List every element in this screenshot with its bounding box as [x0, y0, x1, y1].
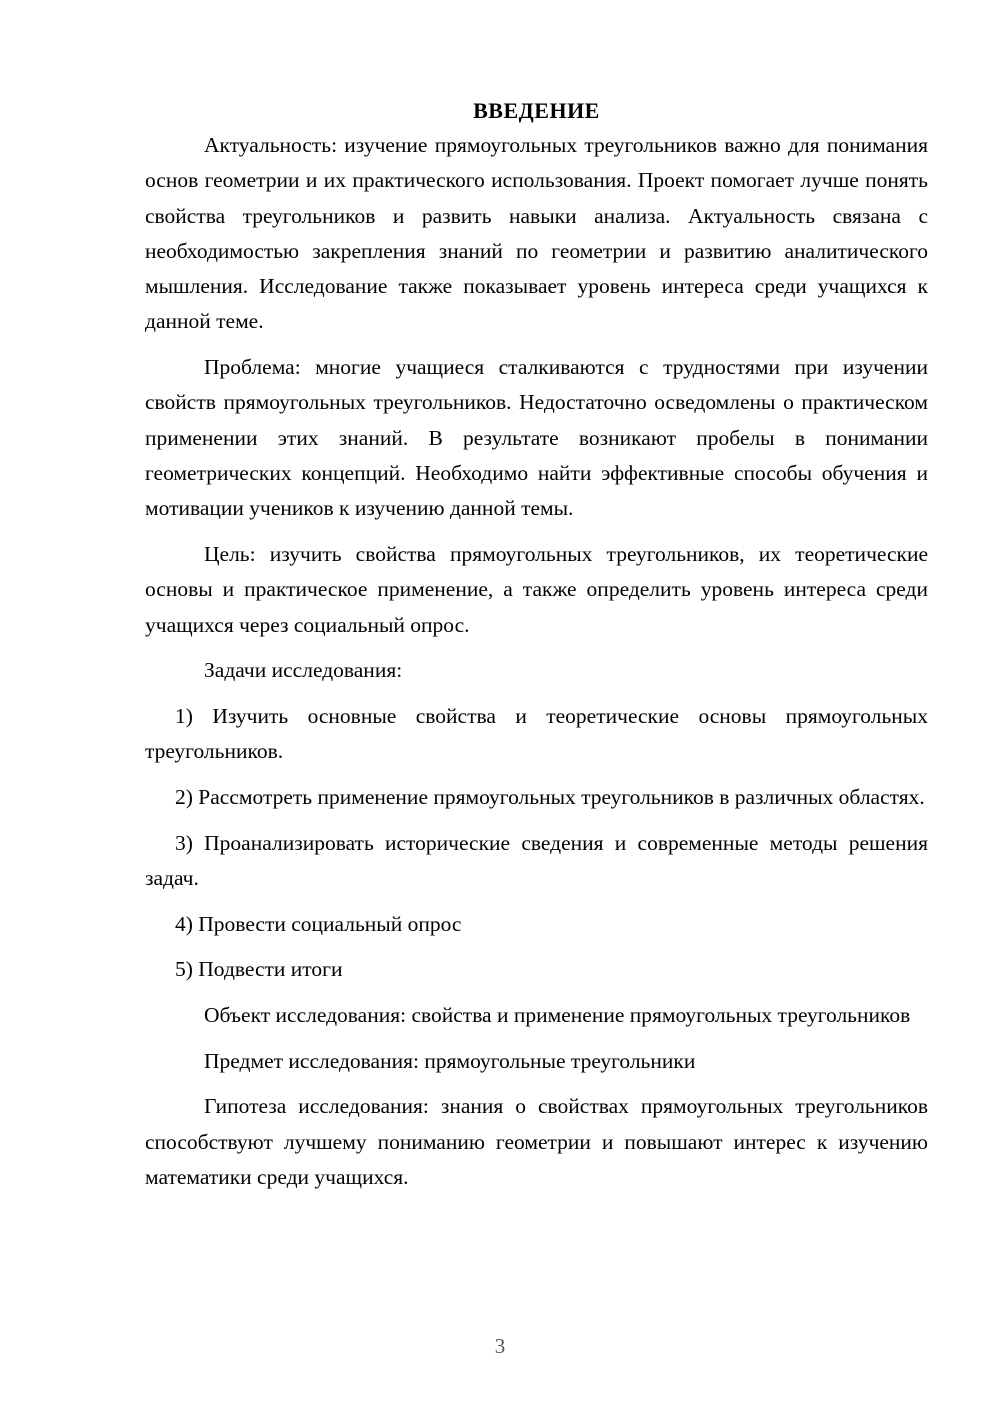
task-item-1: 1) Изучить основные свойства и теоретические основы прямоугольных треугольников. [145, 704, 928, 764]
problem-paragraph: Проблема: многие учащиеся сталкиваются с трудностями при изучении свойств прямоугольных треугольников. Недостаточно осведомлены о практическом применении этих знаний. В результате возникают пробелы в понимании геометрических концепций. Необходимо найти эффективные способы обучения и мотивации учеников к изучению данной темы. [145, 355, 928, 521]
task-item-2: 2) Рассмотреть применение прямоугольных треугольников в различных областях. [175, 785, 925, 809]
document-body [145, 93, 928, 1195]
task-item-4: 4) Провести социальный опрос [175, 911, 462, 936]
hypothesis-paragraph: Гипотеза исследования: знания о свойствах прямоугольных треугольников способствуют лучшему пониманию геометрии и повышают интерес к изучению математики среди учащихся. [145, 1094, 928, 1190]
task-item-5: 5) Подвести итоги [175, 957, 343, 982]
page-number: 3 [494, 1334, 506, 1358]
task-item-3: 3) Проанализировать исторические сведения и современные методы решения задач. [145, 830, 928, 890]
goal-paragraph: Цель: изучить свойства прямоугольных треугольников, их теоретические основы и практическое применение, а также определить уровень интереса среди учащихся через социальный опрос. [145, 542, 928, 637]
tasks-heading: Задачи исследования: [204, 658, 403, 683]
section-title: ВВЕДЕНИЕ [473, 98, 600, 123]
research-subject-paragraph: Предмет исследования: прямоугольные треугольники [204, 1048, 696, 1073]
relevance-paragraph: Актуальность: изучение прямоугольных треугольников важно для понимания основ геометрии и их практического использования. Проект помогает лучше понять свойства треугольников и развить навыки анализа. Актуальность связана с необходимостью закрепления знаний по геометрии и развитию аналитического мышления. Исследование также показывает уровень интереса среди учащихся к данной теме. [145, 133, 928, 334]
research-object-paragraph: Объект исследования: свойства и применение прямоугольных треугольников [204, 1003, 911, 1028]
